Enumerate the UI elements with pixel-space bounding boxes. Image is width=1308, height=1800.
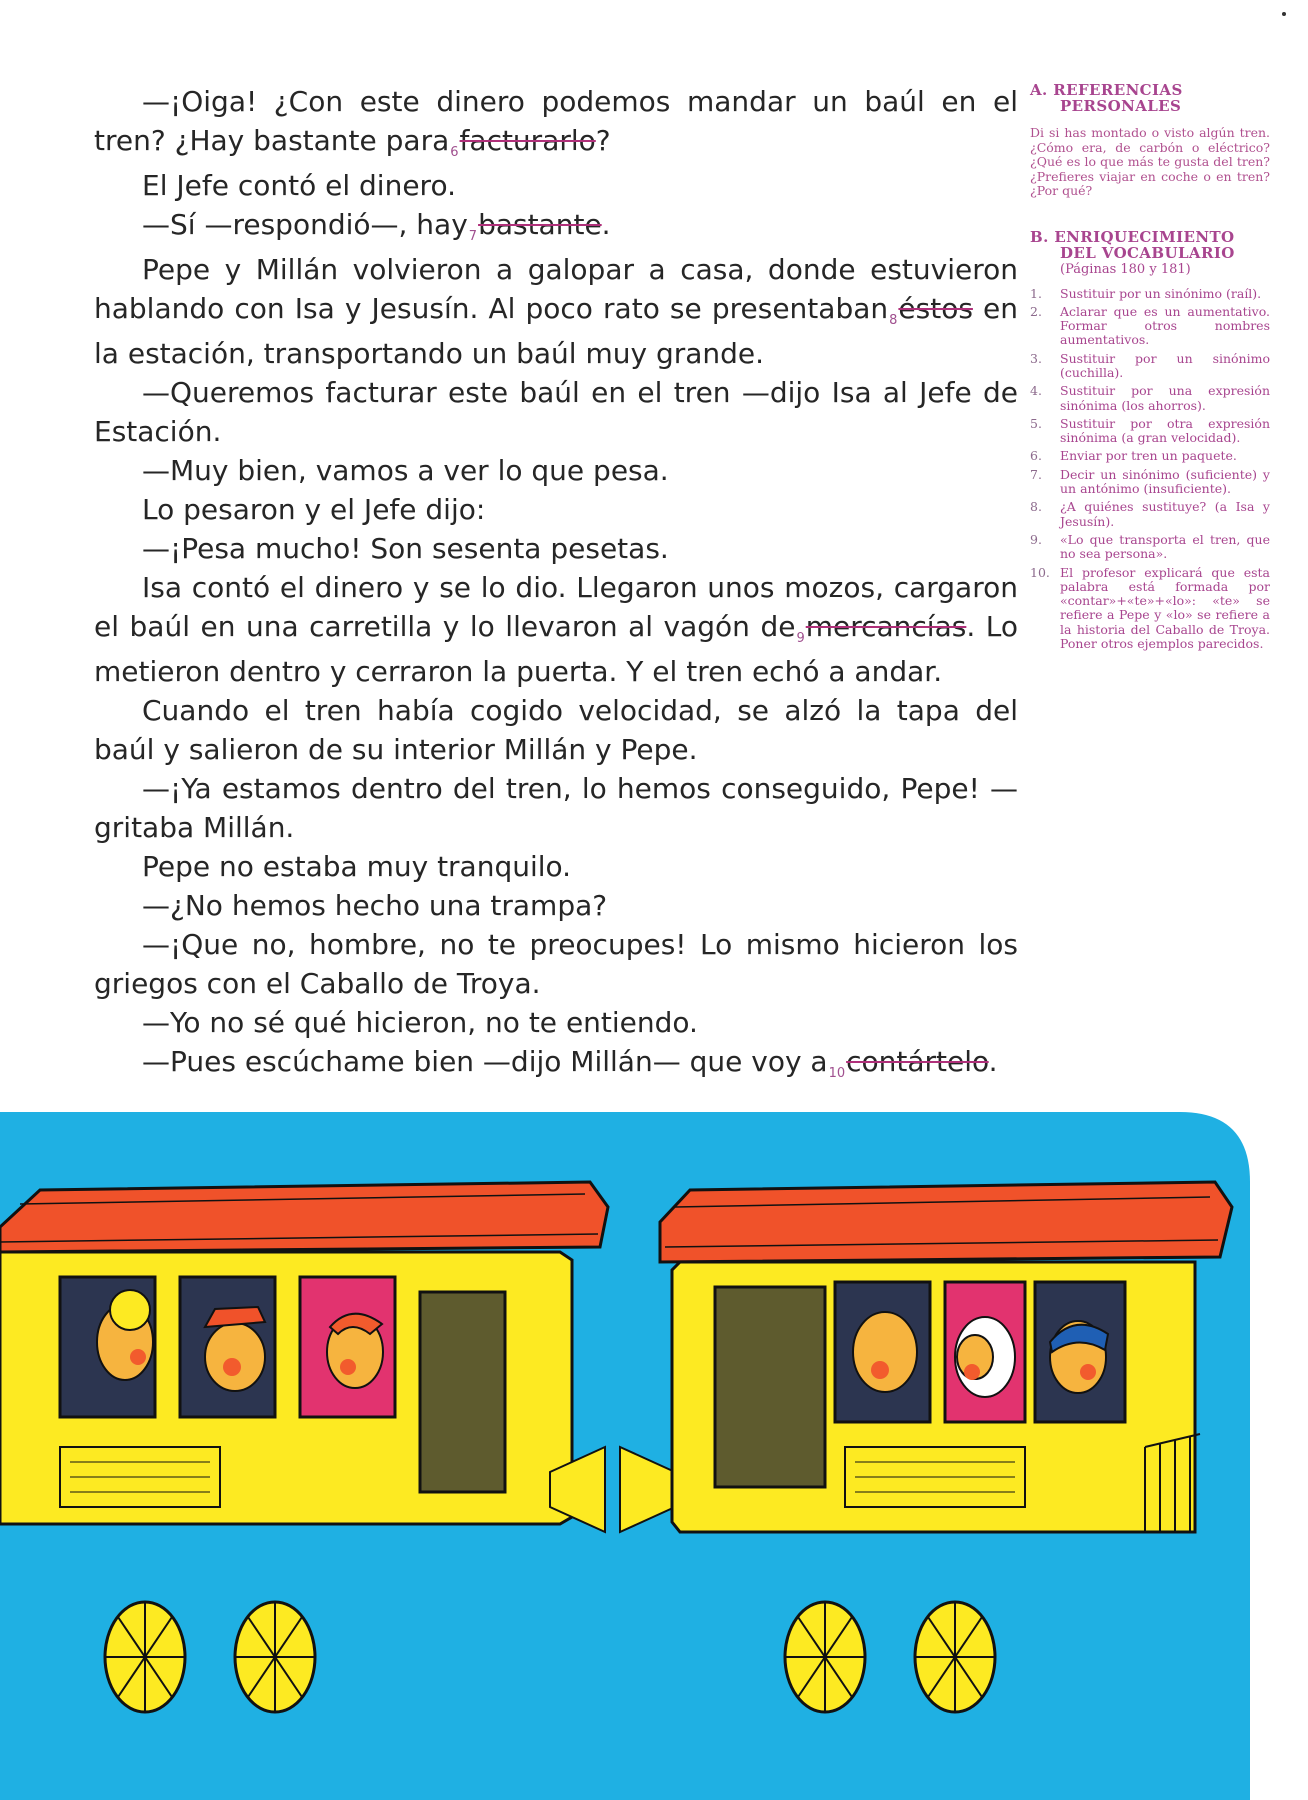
vocab-item-9: 9. «Lo que transporta el tren, que no sea persona». bbox=[1030, 531, 1270, 562]
vocab-item-8: 8. ¿A quiénes sustituye? (a Isa y Jesusín). bbox=[1030, 499, 1270, 529]
paragraph-7: Lo pesaron y el Jefe dijo: bbox=[142, 493, 486, 526]
right-car-door bbox=[715, 1287, 825, 1487]
section-a-title: A. REFERENCIAS PERSONALES bbox=[1030, 81, 1183, 115]
vocab-item-6: 6. Enviar por tren un paquete. bbox=[1030, 448, 1237, 464]
teacher-notes-sidebar bbox=[1030, 82, 1270, 655]
paragraph-11: —¡Ya estamos dentro del tren, lo hemos conseguido, Pepe! —gritaba Millán. bbox=[94, 772, 1018, 844]
vocab-item-5: 5. Sustituir por otra expresión sinónima (a gran velocidad). bbox=[1030, 415, 1270, 446]
vocab-item-10: 10. El profesor explicará que esta palabra está formada por «contar»+«te»+«lo»: «te» se refiere a Pepe y «lo» se refiere a la historia del Caballo de Troya. Poner otros ejemplos parecidos. bbox=[1030, 564, 1270, 652]
section-a-text: Di si has montado o visto algún tren. ¿Cómo era, de carbón o eléctrico? ¿Qué es lo que más te gusta del tren? ¿Prefieres viajar en coche o en tren? ¿Por qué? bbox=[1030, 125, 1270, 198]
vocab-item-4: 4. Sustituir por una expresión sinónima (los ahorros). bbox=[1030, 383, 1270, 413]
paragraph-12: Pepe no estaba muy tranquilo. bbox=[142, 850, 572, 883]
annotation-mark-10: $_{10}$contártelo bbox=[828, 1045, 989, 1081]
paragraph-13: —¿No hemos hecho una trampa? bbox=[142, 889, 608, 922]
right-car-roof bbox=[660, 1182, 1232, 1262]
vocab-item-3: 3. Sustituir por un sinónimo (cuchilla). bbox=[1030, 350, 1270, 380]
annotation-mark-6: $_6$facturarlo bbox=[450, 124, 596, 160]
page-speck bbox=[1282, 12, 1286, 16]
paragraph-2: El Jefe contó el dinero. bbox=[142, 169, 456, 202]
paragraph-4: Pepe y Millán volvieron a galopar a casa, donde estuvieron hablando con Isa y Jesusín. Al poco rato se presentaban$_8$éstos en la estación, transportando un baúl muy grande. bbox=[94, 253, 1018, 370]
paragraph-14: —¡Que no, hombre, no te preocupes! Lo mismo hicieron los griegos con el Caballo de Troya. bbox=[94, 928, 1018, 1000]
train-illustration bbox=[0, 1112, 1250, 1800]
vocab-item-2: 2. Aclarar que es un aumentativo. Formar otros nombres aumentativos. bbox=[1030, 303, 1270, 348]
paragraph-5: —Queremos facturar este baúl en el tren —dijo Isa al Jefe de Estación. bbox=[94, 376, 1018, 448]
vocab-item-7: 7. Decir un sinónimo (suficiente) y un antónimo (insuficiente). bbox=[1030, 466, 1270, 497]
paragraph-15: —Yo no sé qué hicieron, no te entiendo. bbox=[142, 1006, 698, 1039]
paragraph-1: —¡Oiga! ¿Con este dinero podemos mandar un baúl en el tren? ¿Hay bastante para$_6$facturarlo? bbox=[94, 85, 1018, 160]
left-car-door bbox=[420, 1292, 505, 1492]
section-b-title: B. ENRIQUECIMIENTO DEL VOCABULARIO bbox=[1030, 227, 1235, 262]
annotation-mark-9: $_9$mercancías bbox=[796, 610, 967, 646]
paragraph-3: —Sí —respondió—, hay$_7$bastante. bbox=[142, 208, 611, 244]
annotation-mark-8: $_8$éstos bbox=[889, 292, 973, 328]
section-b-pages: (Páginas 180 y 181) bbox=[1060, 261, 1191, 277]
paragraph-8: —¡Pesa mucho! Son sesenta pesetas. bbox=[142, 532, 669, 565]
section-b bbox=[1030, 229, 1270, 652]
vocabulary-list bbox=[1030, 287, 1270, 652]
annotation-mark-7: $_7$bastante bbox=[468, 208, 602, 244]
vocab-item-1: 1. Sustituir por un sinónimo (raíl). bbox=[1030, 285, 1262, 301]
paragraph-6: —Muy bien, vamos a ver lo que pesa. bbox=[142, 454, 669, 487]
paragraph-10: Cuando el tren había cogido velocidad, se alzó la tapa del baúl y salieron de su interior Millán y Pepe. bbox=[94, 694, 1018, 766]
paragraph-9: Isa contó el dinero y se lo dio. Llegaron unos mozos, cargaron el baúl en una carretilla y lo llevaron al vagón $de_9mercancías$. Lo metieron dentro y cerraron la puerta. Y el tren echó a andar. bbox=[94, 571, 1018, 688]
paragraph-16: —Pues escúchame bien —dijo Millán— que voy $a_{10}contártelo$. bbox=[142, 1045, 998, 1081]
story-text bbox=[94, 82, 1018, 1087]
